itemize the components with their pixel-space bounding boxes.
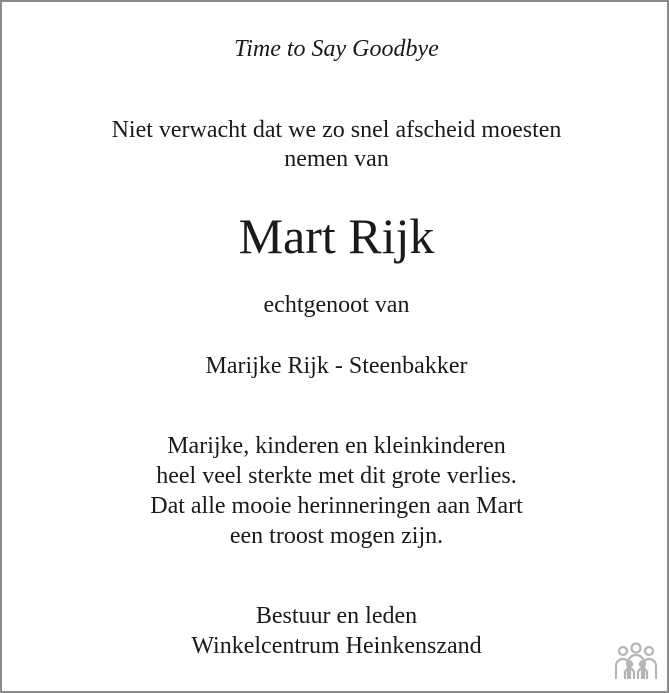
- signature-line: Bestuur en leden: [255, 603, 418, 629]
- message-line: Dat alle mooie herinneringen aan Mart: [150, 493, 523, 519]
- relation-text: echtgenoot van: [263, 292, 410, 318]
- signature: [2, 601, 669, 661]
- motto: Time to Say Goodbye: [234, 36, 439, 62]
- intro-line: Niet verwacht dat we zo snel afscheid moesten: [111, 117, 562, 143]
- signature-line: Winkelcentrum Heinkenszand: [191, 633, 482, 659]
- message-line: heel veel sterkte met dit grote verlies.: [156, 463, 517, 489]
- condolence-message: [2, 431, 669, 551]
- message-line: een troost mogen zijn.: [229, 523, 444, 549]
- intro-line: nemen van: [284, 146, 389, 172]
- people-group-icon: [613, 642, 659, 682]
- deceased-name: Mart Rijk: [238, 208, 435, 264]
- message-line: Marijke, kinderen en kleinkinderen: [167, 433, 506, 459]
- spouse-name: Marijke Rijk - Steenbakker: [205, 353, 468, 379]
- intro-text: [2, 116, 669, 174]
